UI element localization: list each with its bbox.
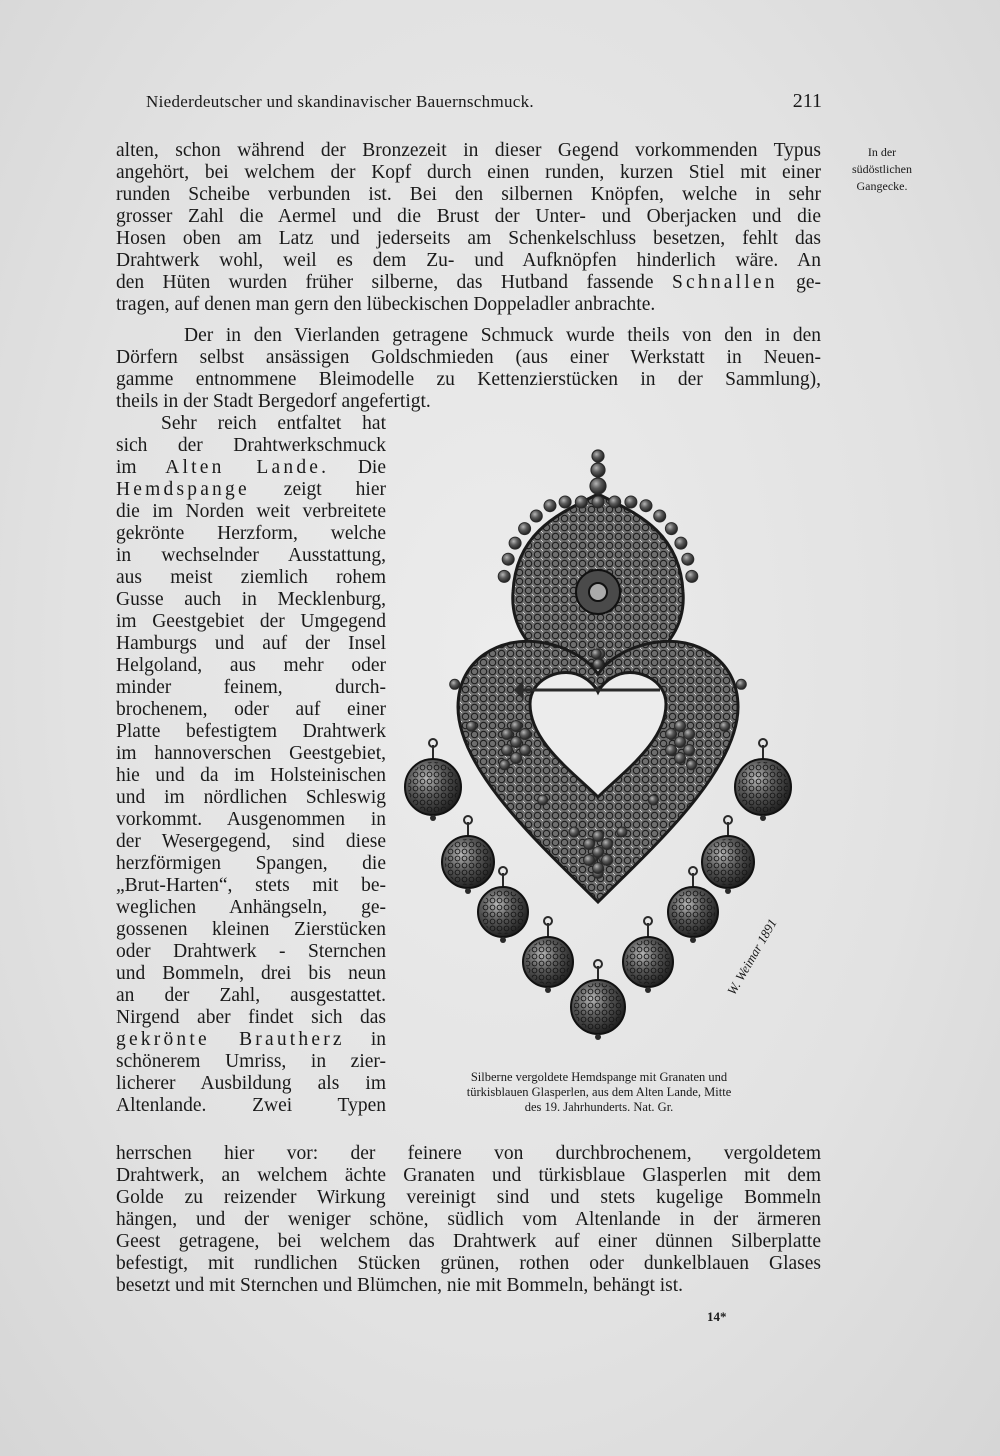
text-line: Golde zu reizender Wirkung vereinigt sind und stets kugelige Bommeln	[116, 1187, 821, 1208]
sheet-signature-mark: 14*	[707, 1309, 727, 1324]
crown-edge-bead	[530, 510, 542, 522]
cluster-bead	[675, 721, 686, 732]
heart-edge-bead	[593, 659, 603, 669]
text-line: und im nördlichen Schleswig	[116, 787, 386, 808]
pendant-drop	[645, 987, 651, 993]
text-line: Platte befestigtem Drahtwerk	[116, 721, 386, 742]
heart-edge-bead	[538, 795, 548, 805]
crown-edge-bead	[609, 496, 621, 508]
text-line: Hamburgs und auf der Insel	[116, 633, 386, 654]
pendant-filigree	[705, 839, 751, 885]
pendant-drop	[690, 937, 696, 943]
text-line: herzförmigen Spangen, die	[116, 853, 386, 874]
text-line	[116, 272, 821, 294]
text-line: Geest getragene, bei welchem das Drahtwerk auf einer dünnen Silberplatte	[116, 1231, 821, 1252]
text-line: Drahtwerk wohl, weil es dem Zu- und Aufknöpfen hinderlich wäre. An	[116, 250, 821, 271]
marginal-note-line: Gangecke.	[856, 179, 908, 193]
text-line: der Wesergegend, sind diese	[116, 831, 386, 852]
pendant-filigree	[526, 940, 570, 984]
crown-edge-bead	[575, 496, 587, 508]
text-line: „Brut-Harten“, stets mit be-	[116, 875, 386, 896]
crown-edge-bead	[509, 537, 521, 549]
cluster-bead	[684, 745, 695, 756]
text-line: im Geestgebiet der Umgegend	[116, 611, 386, 632]
crown-edge-bead	[682, 553, 694, 565]
text-span: zeigt hier	[283, 479, 386, 500]
text-line: minder feinem, durch-	[116, 677, 386, 698]
crown-edge-bead	[592, 496, 604, 508]
cluster-bead	[666, 745, 677, 756]
cluster-bead	[593, 831, 604, 842]
marginal-note-line: südöstlichen	[852, 162, 912, 176]
brooch-rosette-center	[589, 583, 607, 601]
crown-edge-bead	[665, 523, 677, 535]
text-line: hängen, und der weniger schöne, südlich vom Altenlande in der ärmeren	[116, 1209, 821, 1230]
spaced-term: gekrönte Brautherz	[116, 1029, 345, 1050]
text-line: Sehr reich entfaltet hat	[161, 413, 386, 434]
text-line: licherer Ausbildung als im	[116, 1073, 386, 1094]
heart-edge-bead	[648, 795, 658, 805]
heart-edge-bead	[720, 721, 730, 731]
heart-edge-bead	[450, 679, 460, 689]
pendant-filigree	[445, 839, 491, 885]
pendant-filigree	[626, 940, 670, 984]
finial-bead	[590, 478, 606, 494]
text-line: alten, schon während der Bronzezeit in dieser Gegend vorkommenden Typus	[116, 140, 821, 161]
heart-edge-bead	[736, 679, 746, 689]
text-line: und Bommeln, drei bis neun	[116, 963, 386, 984]
text-line: besetzt und mit Sternchen und Blümchen, nie mit Bommeln, behängt ist.	[116, 1275, 684, 1296]
paragraph-bottom	[116, 1143, 821, 1297]
cluster-bead	[675, 753, 686, 764]
paragraph-left-column	[116, 413, 386, 1117]
crown-edge-bead	[675, 537, 687, 549]
crown-edge-bead	[519, 523, 531, 535]
text-line: befestigt, mit rundlichen Stücken grünen, rothen oder dunkelblauen Glases	[116, 1253, 821, 1274]
text-line	[116, 1029, 386, 1051]
cluster-bead	[666, 729, 677, 740]
text-line: vorkommt. Ausgenommen in	[116, 809, 386, 830]
marginal-note-line: In der	[867, 145, 897, 159]
pendant-filigree	[671, 890, 715, 934]
pendant-drop	[465, 888, 471, 894]
cluster-bead	[502, 729, 513, 740]
text-line: Der in den Vierlanden getragene Schmuck wurde theils von den in den	[184, 325, 821, 346]
text-line: Gusse auch in Mecklenburg,	[116, 589, 386, 610]
pendant-filigree	[481, 890, 525, 934]
text-line: runden Scheibe verbunden ist. Bei den silbernen Knöpfen, welche in sehr	[116, 184, 821, 205]
spaced-term: Alten Lande.	[165, 457, 330, 478]
cluster-bead	[684, 729, 695, 740]
text-line: sich der Drahtwerkschmuck	[116, 435, 386, 456]
cluster-bead	[511, 737, 522, 748]
text-line	[116, 457, 386, 479]
text-line: Hosen oben am Latz und jederseits am Schenkelschluss besetzen, fehlt das	[116, 228, 821, 249]
crown-edge-bead	[625, 496, 637, 508]
cluster-bead	[593, 863, 604, 874]
page-number: 211	[792, 90, 822, 112]
cluster-bead	[593, 847, 604, 858]
text-span: im	[116, 457, 137, 478]
text-line: weglichen Anhängseln, ge-	[116, 897, 386, 918]
text-line: Altenlande. Zwei Typen	[116, 1095, 386, 1116]
spaced-term: Schnallen	[672, 272, 778, 293]
text-line	[116, 479, 386, 501]
cluster-bead	[511, 753, 522, 764]
text-line: Dörfern selbst ansässigen Goldschmieden (aus einer Werkstatt in Neuen-	[116, 347, 821, 368]
cluster-bead	[502, 745, 513, 756]
text-line: Drahtwerk, an welchem ächte Granaten und türkisblaue Glasperlen mit dem	[116, 1165, 821, 1186]
pendant-drop	[725, 888, 731, 894]
text-line: grosser Zahl die Aermel und die Brust der Unter- und Oberjacken und die	[116, 206, 821, 227]
finial-bead	[591, 463, 605, 477]
heart-edge-bead	[687, 760, 697, 770]
text-line: im hannoverschen Geestgebiet,	[116, 743, 386, 764]
caption-line: türkisblauen Glasperlen, aus dem Alten Lande, Mitte	[466, 1085, 732, 1099]
text-line: angehört, bei welchem der Kopf durch einen runden, kurzen Stiel mit einer	[116, 162, 821, 183]
crown-edge-bead	[544, 500, 556, 512]
text-span: Die	[357, 457, 386, 478]
text-line: aus meist ziemlich rohem	[116, 567, 386, 588]
crown-edge-bead	[686, 570, 698, 582]
marginal-note	[838, 144, 926, 195]
figure-caption	[404, 1070, 794, 1115]
text-line: herrschen hier vor: der feinere von durchbrochenem, vergoldetem	[116, 1143, 821, 1164]
text-line: oder Drahtwerk - Sternchen	[116, 941, 386, 962]
text-line: gekrönte Herzform, welche	[116, 523, 386, 544]
pendant-filigree	[574, 983, 622, 1031]
crown-edge-bead	[502, 553, 514, 565]
engraver-signature: W. Weimar 1891	[724, 916, 780, 998]
cluster-bead	[602, 855, 613, 866]
running-header: Niederdeutscher und skandinavischer Bauernschmuck.	[146, 92, 534, 111]
pendant-filigree	[408, 762, 458, 812]
crown-edge-bead	[559, 496, 571, 508]
cluster-bead	[675, 737, 686, 748]
text-line: schönerem Umriss, in zier-	[116, 1051, 386, 1072]
text-line: brochenem, oder auf einer	[116, 699, 386, 720]
text-line: tragen, auf denen man gern den lübeckischen Doppeladler anbrachte.	[116, 294, 656, 315]
text-line: theils in der Stadt Bergedorf angefertigt.	[116, 391, 431, 412]
cluster-bead	[584, 855, 595, 866]
pendant-drop	[430, 815, 436, 821]
pendant-drop	[500, 937, 506, 943]
spaced-term: Hemdspange	[116, 479, 250, 500]
text-span: in	[370, 1029, 386, 1050]
crown-edge-bead	[640, 500, 652, 512]
cluster-bead	[520, 745, 531, 756]
heart-edge-bead	[466, 721, 476, 731]
cluster-bead	[520, 729, 531, 740]
caption-line: Silberne vergoldete Hemdspange mit Granaten und	[470, 1070, 728, 1084]
text-line: die im Norden weit verbreitete	[116, 501, 386, 522]
heart-edge-bead	[591, 649, 601, 659]
cluster-bead	[602, 839, 613, 850]
finial-bead	[592, 450, 604, 462]
caption-line: des 19. Jahrhunderts. Nat. Gr.	[524, 1100, 674, 1114]
paragraph-top	[116, 140, 821, 316]
heart-edge-bead	[500, 760, 510, 770]
text-line: Helgoland, aus mehr oder	[116, 655, 386, 676]
pendant-drop	[760, 815, 766, 821]
text-line: hie und da im Holsteinischen	[116, 765, 386, 786]
text-span: den Hüten wurden früher silberne, das Hutband fassende	[116, 272, 654, 293]
text-line: gossenen kleinen Zierstücken	[116, 919, 386, 940]
crown-edge-bead	[498, 570, 510, 582]
pendant-drop	[545, 987, 551, 993]
text-span: ge-	[796, 272, 822, 293]
text-line: an der Zahl, ausgestattet.	[116, 985, 386, 1006]
heart-edge-bead	[617, 827, 627, 837]
text-line: gamme entnommene Bleimodelle zu Kettenzierstücken in der Sammlung),	[116, 369, 821, 390]
text-line: in wechselnder Ausstattung,	[116, 545, 386, 566]
pendant-drop	[595, 1034, 601, 1040]
text-line: Nirgend aber findet sich das	[116, 1007, 386, 1028]
cluster-bead	[584, 839, 595, 850]
heart-edge-bead	[569, 827, 579, 837]
crown-edge-bead	[654, 510, 666, 522]
pendant-filigree	[738, 762, 788, 812]
paragraph-vierlanden	[116, 325, 821, 413]
cluster-bead	[511, 721, 522, 732]
